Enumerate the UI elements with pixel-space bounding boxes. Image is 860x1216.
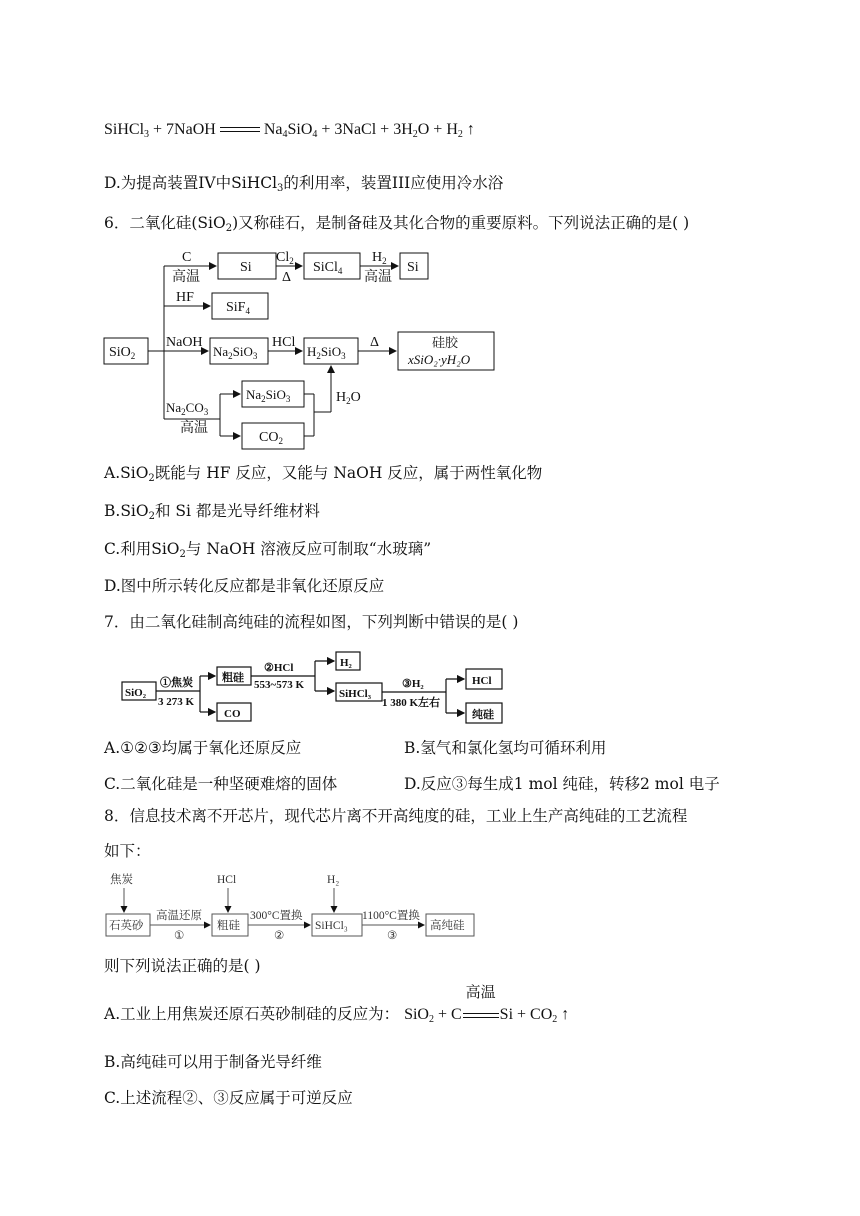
q6-gaowen-label-2: 高温 bbox=[364, 270, 392, 285]
q8-step3-label: 1100°C置换 bbox=[362, 910, 420, 922]
q7-co-box: CO bbox=[224, 708, 241, 720]
q7-step1-label: ①焦炭 bbox=[160, 677, 193, 689]
q7-option-a: A.①②③均属于氧化还原反应 bbox=[104, 739, 302, 757]
q7-hcl-box: HCl bbox=[472, 675, 492, 687]
q6-option-c: C.利用SiO$_2$与 NaOH 溶液反应可制取“水玻璃” bbox=[104, 540, 432, 560]
q6-delta-label: Δ bbox=[282, 270, 292, 285]
q6-h2sio3-box: $H_2SiO_3$ bbox=[307, 344, 346, 361]
q6-na2sio3-box-2: $Na_2SiO_3$ bbox=[246, 387, 291, 404]
q6-hf-label: HF bbox=[176, 290, 194, 305]
q8-ask: 则下列说法正确的是( ) bbox=[104, 957, 261, 975]
q7-sio2-box: SiO₂ bbox=[125, 687, 147, 699]
q7-step2-label: ②HCl bbox=[264, 662, 294, 674]
q8-hcl-label: HCl bbox=[217, 874, 237, 886]
q8-sihcl3-box: SiHCl₃ bbox=[315, 920, 348, 932]
q7-step3-label: ③H₂ bbox=[402, 678, 424, 690]
q6-sicl4-box: SiCl$_4$ bbox=[313, 260, 343, 276]
q6-hcl-label: HCl bbox=[272, 335, 296, 350]
q6-gaowen-label: 高温 bbox=[172, 270, 200, 285]
q8-cugui-box: 粗硅 bbox=[217, 920, 240, 932]
q8-stem-line2: 如下： bbox=[104, 842, 151, 860]
q8-gaochungui-box: 高纯硅 bbox=[430, 920, 465, 932]
q8-step2-label: 300°C置换 bbox=[250, 910, 303, 922]
q6-c-label: C bbox=[182, 250, 192, 265]
q6-si-box-2: Si bbox=[407, 260, 419, 275]
q6-option-d: D.图中所示转化反应都是非氧化还原反应 bbox=[104, 577, 385, 595]
q7-cugui-box: 粗硅 bbox=[222, 672, 244, 684]
q8-shiyingsha-box: 石英砂 bbox=[109, 920, 144, 932]
q6-na2co3-label: $Na_2CO_3$ bbox=[166, 400, 209, 417]
q8-n3-label: ③ bbox=[387, 930, 398, 942]
q7-option-d: D.反应③每生成1 mol 纯硅，转移2 mol 电子 bbox=[404, 775, 720, 793]
q7-option-c: C.二氧化硅是一种坚硬难熔的固体 bbox=[104, 775, 338, 793]
q7-temp1-label: 3 273 K bbox=[158, 696, 195, 708]
q6-sio2-box-label: SiO$_2$ bbox=[109, 345, 136, 361]
q6-cl2-label: $Cl_2$ bbox=[276, 250, 294, 266]
q8-stem-line1: 8．信息技术离不开芯片，现代芯片离不开高纯度的硅，工业上生产高纯硅的工艺流程 bbox=[104, 807, 688, 825]
q6-guijiao-label: 硅胶 bbox=[432, 335, 459, 350]
top-equation: SiHCl$_3$ + 7NaOH $Na_4SiO_4$ + 3NaCl + $3H_2O + H_2$ ↑ bbox=[104, 121, 475, 140]
high-temp-condition: 高温 bbox=[462, 1004, 500, 1026]
q7-h2-box: H₂ bbox=[340, 657, 352, 669]
q8-n2-label: ② bbox=[274, 930, 285, 942]
q6-sif4-box: SiF$_4$ bbox=[226, 300, 250, 316]
equals-sign bbox=[220, 125, 260, 135]
q6-option-b: B.SiO$_2$和 Si 都是光导纤维材料 bbox=[104, 502, 320, 522]
q6-naoh-label: NaOH bbox=[166, 335, 203, 350]
q8-option-a-equation: SiO$_2$ + C 高温 $Si + CO_2$ ↑ bbox=[404, 985, 570, 1025]
q8-flow-diagram bbox=[104, 870, 484, 942]
q8-step1-label: 高温还原 bbox=[156, 910, 202, 922]
q8-option-b: B.高纯硅可以用于制备光导纤维 bbox=[104, 1053, 322, 1071]
q7-temp2-label: 553~573 K bbox=[254, 679, 305, 691]
q6-stem: 6．二氧化硅(SiO$_2$)又称硅石，是制备硅及其化合物的重要原料。下列说法正确的是( ) bbox=[104, 214, 690, 234]
q6-h2-label: $H_2$ bbox=[372, 250, 387, 266]
q7-option-b: B.氢气和氯化氢均可循环利用 bbox=[404, 739, 607, 757]
q6-delta-label-2: Δ bbox=[370, 335, 380, 350]
q6-co2-box: $CO_2$ bbox=[259, 430, 283, 446]
q7-temp3-label: 1 380 K左右 bbox=[382, 697, 441, 709]
q8-n1-label: ① bbox=[174, 930, 185, 942]
q6-na2sio3-box: $Na_2SiO_3$ bbox=[213, 344, 258, 361]
q7-stem: 7．由二氧化硅制高纯硅的流程如图，下列判断中错误的是( ) bbox=[104, 613, 519, 631]
q8-h2-label: H₂ bbox=[327, 874, 340, 886]
q7-chungui-box: 纯硅 bbox=[472, 709, 494, 721]
q6-option-a: A.SiO$_2$既能与 HF 反应，又能与 NaOH 反应，属于两性氧化物 bbox=[104, 464, 543, 484]
q8-option-a: A.工业上用焦炭还原石英砂制硅的反应为： SiO$_2$ + C 高温 $Si + CO_2$ ↑ bbox=[104, 985, 570, 1025]
q6-si-box: Si bbox=[240, 260, 252, 275]
q7-sihcl3-box: SiHCl₃ bbox=[339, 688, 372, 700]
q6-h2o-label: $H_2O$ bbox=[336, 390, 361, 406]
q7-flow-diagram bbox=[120, 646, 520, 728]
q8-jiaotan-label: 焦炭 bbox=[110, 874, 133, 886]
q6-guijiao-formula: xSiO₂·yH₂O bbox=[408, 352, 471, 367]
q6-gaowen-label-3: 高温 bbox=[180, 421, 208, 436]
q6-flow-diagram bbox=[100, 246, 520, 456]
q8-option-c: C.上述流程②、③反应属于可逆反应 bbox=[104, 1089, 353, 1107]
q5-option-d: D.为提高装置IV中SiHCl$_3$的利用率，装置III应使用冷水浴 bbox=[104, 174, 504, 194]
